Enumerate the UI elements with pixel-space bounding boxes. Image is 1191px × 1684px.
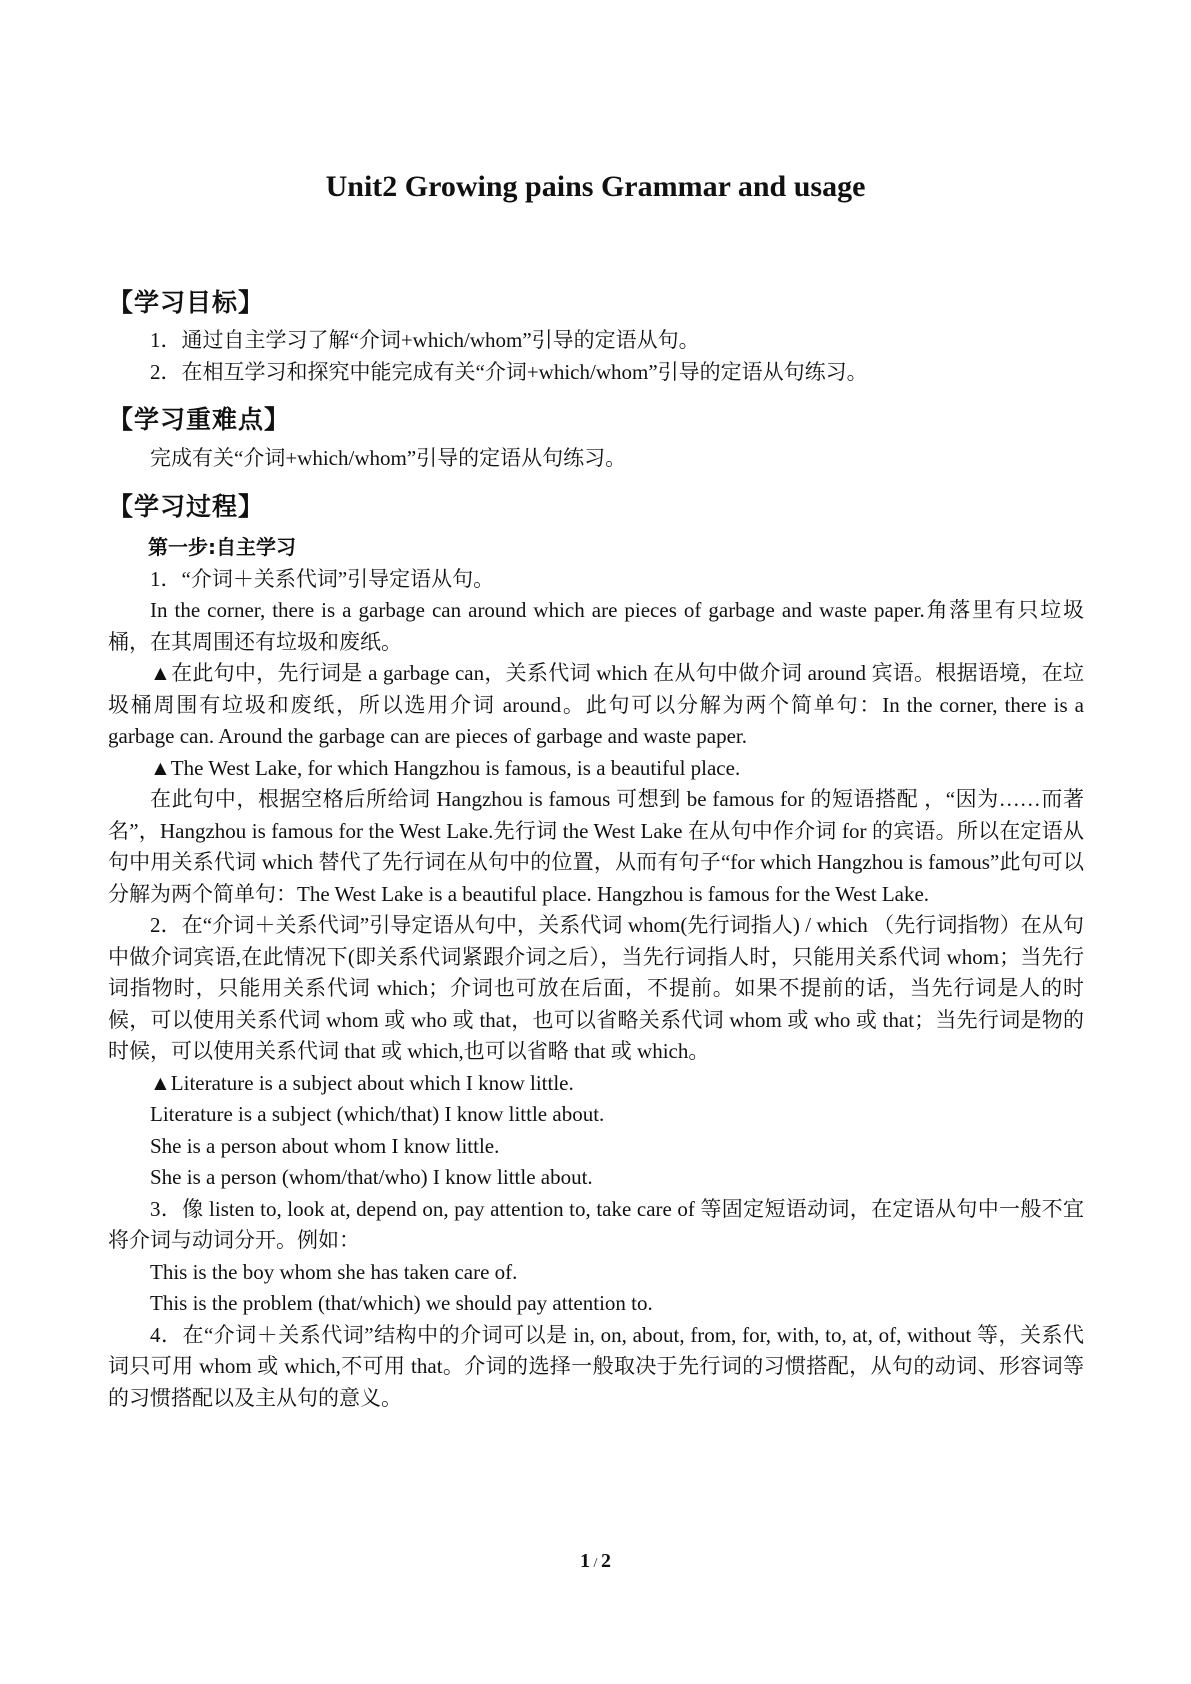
- page-number: [0, 1550, 1191, 1573]
- page-current: 1: [580, 1550, 591, 1572]
- paragraph: This is the problem (that/which) we should pay attention to.: [150, 1291, 653, 1315]
- paragraph: She is a person (whom/that/who) I know little about.: [150, 1165, 593, 1189]
- page-total: 2: [600, 1550, 611, 1572]
- process-section: [108, 532, 1084, 1414]
- objectives-list: [108, 325, 1084, 388]
- paragraph: This is the boy whom she has taken care of.: [150, 1259, 518, 1284]
- paragraph: 2．在“介词＋关系代词”引导定语从句中，关系代词 whom(先行词指人) / which （先行词指物）在从句中做介词宾语,在此情况下(即关系代词紧跟介词之后），当先行词指人时，只能用关系代词 whom；当先行词指物时，只能用关系代词 which；介词也可放在后面，不提前。如果不提前的话，当先行词是人的时候，可以使用关系代词 whom 或 who 或 that，也可以省略关系代词 whom 或 who 或 that；当先行词是物的时候，可以使用关系代词 that 或 which,也可以省略 that 或 which。: [108, 913, 1084, 1063]
- key-points-heading: 【学习重难点】: [108, 405, 291, 434]
- key-points-text: 完成有关“介词+which/whom”引导的定语从句练习。: [150, 446, 627, 470]
- objective-item: 2．在相互学习和探究中能完成有关“介词+which/whom”引导的定语从句练习。: [150, 359, 868, 384]
- paragraph: 3．像 listen to, look at, depend on, pay attention to, take care of 等固定短语动词，在定语从句中一般不宜将介词与动词分开。例如：: [108, 1196, 1084, 1252]
- paragraph: In the corner, there is a garbage can around which are pieces of garbage and waste paper.角落里有只垃圾桶，在其周围还有垃圾和废纸。: [108, 598, 1084, 654]
- page-title: Unit2 Growing pains Grammar and usage: [325, 170, 866, 203]
- process-heading: 【学习过程】: [108, 492, 265, 521]
- paragraph: 在此句中，根据空格后所给词 Hangzhou is famous 可想到 be famous for 的短语搭配 ，“因为……而著名”，Hangzhou is famous for the West Lake.先行词 the West Lake 在从句中作介词 for 的宾语。所以在定语从句中用关系代词 which 替代了先行词在从句中的位置，从而有句子“for which Hangzhou is famous”此句可以分解为两个简单句：The West Lake is a beautiful place. Hangzhou is famous for the West Lake.: [108, 787, 1084, 906]
- paragraph: ▲在此句中，先行词是 a garbage can，关系代词 which 在从句中做介词 around 宾语。根据语境，在垃圾桶周围有垃圾和废纸，所以选用介词 around。此句可以分解为两个简单句：In the corner, there is a garbage can. Around the garbage can are pieces of garbage and waste paper.: [108, 661, 1084, 748]
- paragraph: ▲Literature is a subject about which I know little.: [150, 1070, 574, 1095]
- page-separator: /: [590, 1556, 601, 1571]
- paragraph: 4．在“介词＋关系代词”结构中的介词可以是 in, on, about, from, for, with, to, at, of, without 等，关系代词只可用 whom 或 which,不可用 that。介词的选择一般取决于先行词的习惯搭配，从句的动词、形容词等的习惯搭配以及主从句的意义。: [108, 1322, 1084, 1410]
- key-points-section: [108, 443, 1084, 475]
- paragraph: She is a person about whom I know little.: [150, 1133, 500, 1158]
- step-title: 第一步:自主学习: [148, 535, 296, 559]
- objective-item: 1．通过自主学习了解“介词+which/whom”引导的定语从句。: [150, 328, 700, 352]
- paragraph: Literature is a subject (which/that) I know little about.: [150, 1102, 605, 1126]
- objectives-heading: 【学习目标】: [108, 288, 265, 317]
- paragraph: ▲The West Lake, for which Hangzhou is famous, is a beautiful place.: [150, 755, 741, 780]
- paragraph: 1．“介词＋关系代词”引导定语从句。: [150, 566, 495, 591]
